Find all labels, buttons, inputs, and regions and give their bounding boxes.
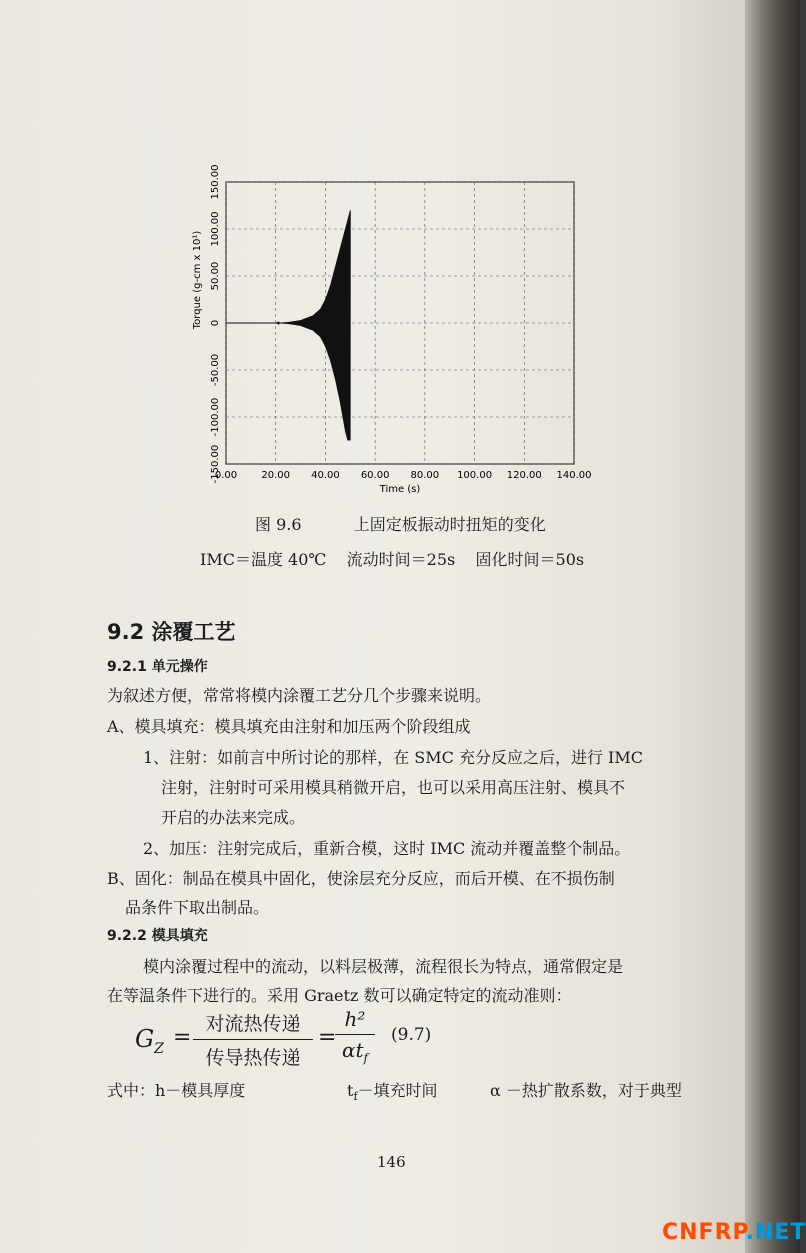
item-a: A、模具填充：模具填充由注射和加压两个阶段组成 [107,717,471,736]
x-tick-label: 40.00 [311,470,340,481]
definition-tf: $t_f-$填充时间 [347,1081,438,1104]
y-tick-label: 0 [210,319,221,327]
y-tick-labels [210,165,221,484]
x-tick-label: 60.00 [360,470,390,481]
y-tick-label: 100.00 [210,211,221,247]
definition-alpha: α －热扩散系数，对于典型 [490,1081,682,1100]
figure-title: 上固定板振动时扭矩的变化 [353,515,546,534]
x-tick-label: 140.00 [556,470,592,481]
formula-lhs: $G_Z$ [135,1025,164,1057]
x-axis-label: Time (s) [379,484,421,495]
x-tick-label: 80.00 [410,470,440,481]
item-b-line2: 品条件下取出制品。 [125,898,270,917]
item-a1-line3: 开启的办法来完成。 [161,808,306,827]
y-tick-label: -150.00 [210,444,221,484]
site-watermark-logo: CNFRP.NET [662,1220,806,1245]
x-tick-labels [215,470,592,481]
figure-number: 图 9.6 [255,515,302,534]
section-heading: 9.2 涂覆工艺 [107,620,236,644]
paragraph-2-line1: 模内涂覆过程中的流动，以料层极薄，流程很长为特点，通常假定是 [143,957,624,976]
formula-fraction-words [193,1009,313,1070]
x-tick-label: 20.00 [261,470,291,481]
paragraph-1: 为叙述方便，常常将模内涂覆工艺分几个步骤来说明。 [107,686,492,705]
subsection-heading-1: 9.2.1 单元操作 [107,659,208,675]
formula-numerator: 对流热传递 [205,1013,301,1035]
formula-fraction-symbols [335,1007,375,1065]
torque-line [226,210,350,440]
item-b-line1: B、固化：制品在模具中固化，使涂层充分反应，而后开模、在不损伤制 [107,869,615,888]
torque-series [226,210,350,440]
y-tick-label: -50.00 [210,353,221,387]
item-a1-line2: 注射，注射时可采用模具稍微开启，也可以采用高压注射、模具不 [161,778,626,797]
equation-number: (9.7) [391,1025,432,1045]
y-tick-label: 150.00 [210,164,221,200]
y-tick-label: 50.00 [210,261,221,291]
graetz-formula [135,1005,495,1075]
formula-denominator-2: $\alpha t_f$ [342,1038,368,1065]
x-tick-label: 0.00 [214,470,238,481]
x-tick-label: 100.00 [457,470,493,481]
subsection-heading-2: 9.2.2 模具填充 [107,928,208,944]
item-a1-line1: 1、注射：如前言中所讨论的那样，在 SMC 充分反应之后，进行 IMC [143,748,643,767]
book-spine-edge [745,0,800,1253]
formula-equals: = [173,1025,192,1050]
paragraph-2-line2: 在等温条件下进行的。采用 Graetz 数可以确定特定的流动准则： [107,986,572,1005]
definition-h: 式中：h－模具厚度 [107,1081,246,1100]
page-number: 146 [377,1153,406,1171]
formula-denominator: 传导热传递 [205,1047,301,1069]
item-a2: 2、加压：注射完成后，重新合模，这时 IMC 流动并覆盖整个制品。 [143,839,631,858]
x-tick-label: 120.00 [506,470,542,481]
formula-equals-2: = [318,1025,337,1050]
figure-caption [255,512,546,535]
y-axis-label: Torque (g-cm x 10¹) [192,230,203,330]
y-tick-label: -100.00 [210,397,221,437]
formula-numerator-2: h² [344,1007,366,1031]
torque-chart [190,164,600,510]
figure-conditions: IMC＝温度 40℃ 流动时间＝25s 固化时间＝50s [200,550,585,569]
